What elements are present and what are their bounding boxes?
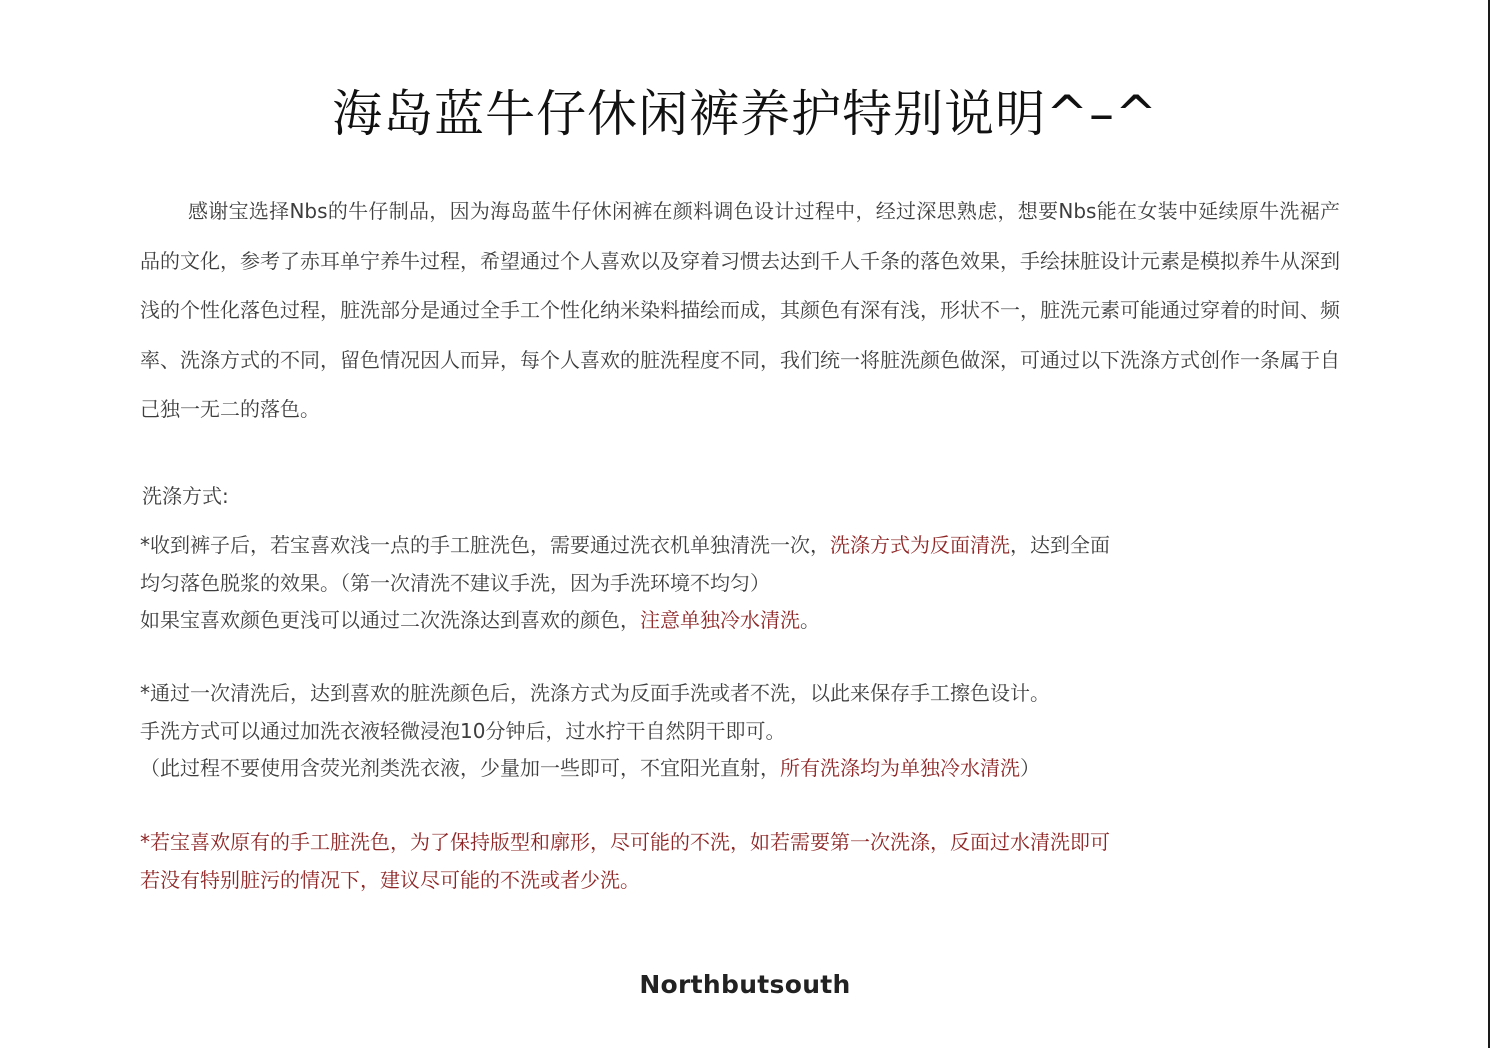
highlight-text: 注意单独冷水清洗	[640, 608, 800, 632]
highlight-text: 洗涤方式为反面清洗	[830, 533, 1010, 557]
washing-method-heading: 洗涤方式:	[142, 484, 229, 508]
washing-instruction-hand-wash	[140, 675, 1350, 788]
instruction-text: ，达到全面	[1010, 533, 1110, 557]
instruction-text: ）	[1020, 756, 1040, 780]
brand-logo: Northbutsouth	[639, 970, 851, 999]
instruction-line: 均匀落色脱浆的效果。（第一次清洗不建议手洗，因为手洗环境不均匀）	[140, 570, 770, 595]
washing-instruction-first-wash	[140, 527, 1350, 640]
instruction-line	[140, 527, 1350, 565]
instruction-text: *收到裤子后，若宝喜欢浅一点的手工脏洗色，需要通过洗衣机单独清洗一次，	[140, 533, 830, 557]
instruction-line	[140, 602, 1350, 640]
instruction-line: 手洗方式可以通过加洗衣液轻微浸泡10分钟后，过水拧干自然阴干即可。	[140, 718, 786, 743]
page-title: 海岛蓝牛仔休闲裤养护特别说明^–^	[332, 85, 1158, 143]
washing-instruction-no-wash	[140, 824, 1350, 899]
instruction-line: 若没有特别脏污的情况下，建议尽可能的不洗或者少洗。	[140, 867, 640, 892]
instruction-line	[140, 750, 1350, 788]
instruction-text: 。	[800, 608, 820, 632]
instruction-text: 如果宝喜欢颜色更浅可以通过二次洗涤达到喜欢的颜色，	[140, 608, 640, 632]
highlight-text: 所有洗涤均为单独冷水清洗	[780, 756, 1020, 780]
instruction-text: （此过程不要使用含荧光剂类洗衣液，少量加一些即可，不宜阳光直射，	[140, 756, 780, 780]
instruction-line: *若宝喜欢原有的手工脏洗色，为了保持版型和廓形，尽可能的不洗，如若需要第一次洗涤，反面过水清洗即可	[140, 830, 1110, 854]
instruction-line: *通过一次清洗后，达到喜欢的脏洗颜色后，洗涤方式为反面手洗或者不洗，以此来保存手工擦色设计。	[140, 681, 1050, 705]
intro-paragraph: 感谢宝选择Nbs的牛仔制品，因为海岛蓝牛仔休闲裤在颜料调色设计过程中，经过深思熟虑，想要Nbs能在女装中延续原牛洗裾产品的文化，参考了赤耳单宁养牛过程，希望通过个人喜欢以及穿着习惯去达到千人千条的落色效果，手绘抹脏设计元素是模拟养牛从深到浅的个性化落色过程，脏洗部分是通过全手工个性化纳米染料描绘而成，其颜色有深有浅，形状不一，脏洗元素可能通过穿着的时间、频率、洗涤方式的不同，留色情况因人而异，每个人喜欢的脏洗程度不同，我们统一将脏洗颜色做深，可通过以下洗涤方式创作一条属于自己独一无二的落色。	[140, 199, 1340, 421]
